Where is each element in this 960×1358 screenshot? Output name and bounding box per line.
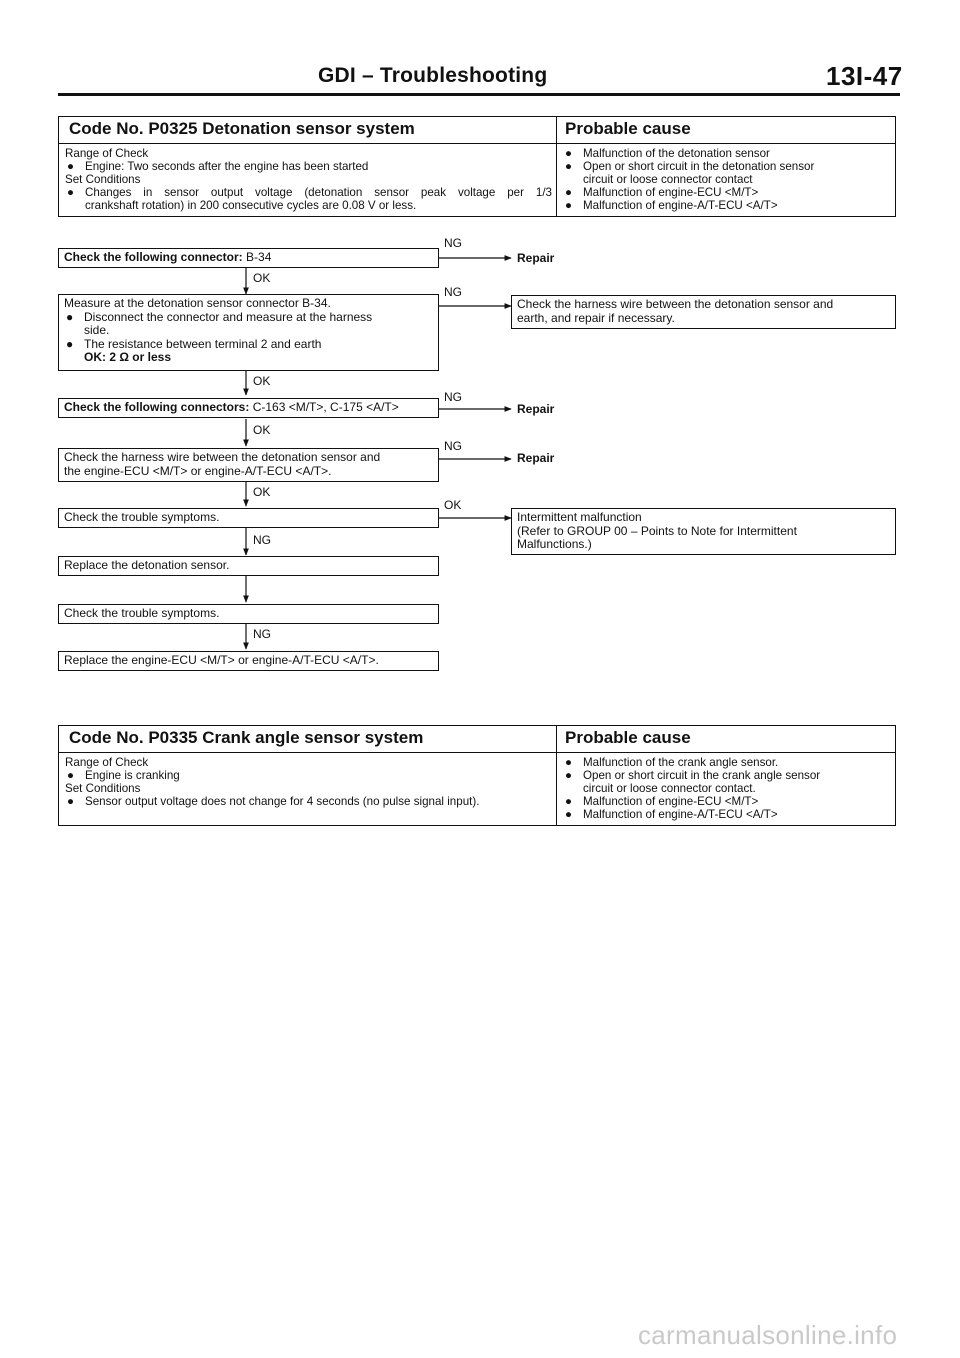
- cause-item: Malfunction of engine-A/T-ECU <A/T>: [583, 199, 778, 212]
- intermittent-line2: (Refer to GROUP 00 – Points to Note for Intermittent: [517, 523, 797, 538]
- watermark: carmanualsonline.info: [638, 1320, 898, 1350]
- cause-item: Malfunction of the crank angle sensor.: [583, 756, 779, 769]
- repair-label: Repair: [517, 402, 555, 416]
- step2-line1: Measure at the detonation sensor connector B-34.: [64, 296, 331, 310]
- ng-label: NG: [444, 285, 462, 299]
- intermittent-line1: Intermittent malfunction: [517, 510, 642, 524]
- code-p0325-cause-title: Probable cause: [565, 119, 691, 138]
- step8-text: Replace the engine-ECU <M/T> or engine-A/T-ECU <A/T>.: [64, 653, 379, 667]
- ok-label: OK: [444, 498, 462, 512]
- step6-text: Replace the detonation sensor.: [64, 558, 230, 572]
- step4-line2: the engine-ECU <M/T> or engine-A/T-ECU <A/T>.: [64, 463, 332, 478]
- step2-bullet2: The resistance between terminal 2 and earth: [84, 336, 322, 351]
- step3-connectors: C-163 <M/T>, C-175 <A/T>: [249, 400, 399, 414]
- step4-line1: Check the harness wire between the detonation sensor and: [64, 450, 381, 464]
- ok-label: OK: [253, 423, 271, 437]
- cause-item: Malfunction of the detonation sensor: [583, 147, 770, 160]
- step7-text: Check the trouble symptoms.: [64, 606, 220, 620]
- step-check-connectors-c163-c175: [58, 398, 439, 418]
- set-item: Sensor output voltage does not change for 4 seconds (no pulse signal input).: [85, 795, 480, 808]
- step-check-trouble-symptoms-1: [58, 508, 439, 528]
- page-number: 13I-47: [826, 61, 903, 91]
- cause-item: Malfunction of engine-A/T-ECU <A/T>: [583, 808, 778, 821]
- cause-item: Open or short circuit in the detonation sensor: [583, 160, 815, 173]
- result-check-harness-earth: [511, 295, 896, 329]
- step-replace-ecu: [58, 651, 439, 671]
- ng-label: NG: [253, 533, 271, 547]
- range-label: Range of Check: [65, 756, 149, 769]
- step-replace-detonation-sensor: [58, 556, 439, 576]
- set-label: Set Conditions: [65, 173, 141, 186]
- result-intermittent-malfunction: [511, 508, 896, 555]
- set-item-line-1: Changes in sensor output voltage (detonation sensor peak voltage per 1/3: [85, 186, 552, 199]
- step-check-connector-b34: [58, 248, 439, 268]
- step2-ok-label: OK:: [84, 350, 106, 364]
- ng-label: NG: [444, 439, 462, 453]
- page-title: GDI – Troubleshooting: [318, 64, 548, 87]
- ng-label: NG: [253, 627, 271, 641]
- set-label: Set Conditions: [65, 782, 141, 795]
- code-p0325-title: Code No. P0325 Detonation sensor system: [59, 117, 557, 143]
- ng-label: NG: [444, 236, 462, 250]
- step1-connector: B-34: [242, 250, 272, 264]
- intermittent-line3: Malfunctions.): [517, 537, 592, 551]
- step1-label: Check the following connector:: [64, 250, 243, 264]
- code-p0335-cause-title: Probable cause: [565, 728, 691, 747]
- cause-item: circuit or loose connector contact: [583, 173, 753, 186]
- step-check-trouble-symptoms-2: [58, 604, 439, 624]
- step3-label: Check the following connectors:: [64, 400, 250, 414]
- cause-item: Malfunction of engine-ECU <M/T>: [583, 186, 759, 199]
- range-item: Engine is cranking: [85, 769, 180, 782]
- step2-bullet1-line2: side.: [84, 323, 110, 337]
- code-p0325-table: Code No. P0325 Detonation sensor system Probable cause Range of Check ● Engine: Two seconds after the engine has been started Set Conditions ● Changes in sensor output voltage (detonation sensor peak voltage per 1/3 crankshaft rotation) in 200 consecutive cycles are 0.08 V or less. ● Malfunction of the detonation sensor ● Open or short circuit in the detonation sensor circuit or loose connector contact ● Malfunction of engine-ECU <M/T> ● Malfunction of engine-A/T-ECU <A/T>: [58, 116, 896, 217]
- ok-label: OK: [253, 485, 271, 499]
- step2-bullet1-line1: Disconnect the connector and measure at the harness: [84, 309, 373, 324]
- harness-box-line1: Check the harness wire between the detonation sensor and: [517, 297, 834, 311]
- range-item: Engine: Two seconds after the engine has been started: [85, 160, 369, 173]
- code-p0335-table: Code No. P0335 Crank angle sensor system Probable cause Range of Check ● Engine is cranking Set Conditions ● Sensor output voltage does not change for 4 seconds (no pulse signal input). ● Malfunction of the crank angle sensor. ● Open or short circuit in the crank angle sensor circuit or loose connector contact. ● Malfunction of engine-ECU <M/T> ● Malfunction of engine-A/T-ECU <A/T>: [58, 725, 896, 826]
- ok-label: OK: [253, 374, 271, 388]
- step5-text: Check the trouble symptoms.: [64, 510, 220, 524]
- cause-item: circuit or loose connector contact.: [583, 782, 756, 795]
- repair-label: Repair: [517, 451, 555, 465]
- step-measure-sensor-connector: Measure at the detonation sensor connector B-34. ● Disconnect the connector and measure at the harness side. ● The resistance between terminal 2 and earth OK: 2 Ω or less: [58, 294, 439, 371]
- cause-item: Malfunction of engine-ECU <M/T>: [583, 795, 759, 808]
- step2-ok-value: 2 Ω or less: [106, 350, 171, 364]
- set-item-line-2: crankshaft rotation) in 200 consecutive cycles are 0.08 V or less.: [85, 199, 417, 212]
- cause-item: Open or short circuit in the crank angle sensor: [583, 769, 821, 782]
- range-label: Range of Check: [65, 147, 149, 160]
- harness-box-line2: earth, and repair if necessary.: [517, 310, 675, 325]
- code-p0335-title: Code No. P0335 Crank angle sensor system: [59, 726, 557, 752]
- ng-label: NG: [444, 390, 462, 404]
- ok-label: OK: [253, 271, 271, 285]
- repair-label: Repair: [517, 251, 555, 265]
- step-check-harness-ecu: [58, 448, 439, 482]
